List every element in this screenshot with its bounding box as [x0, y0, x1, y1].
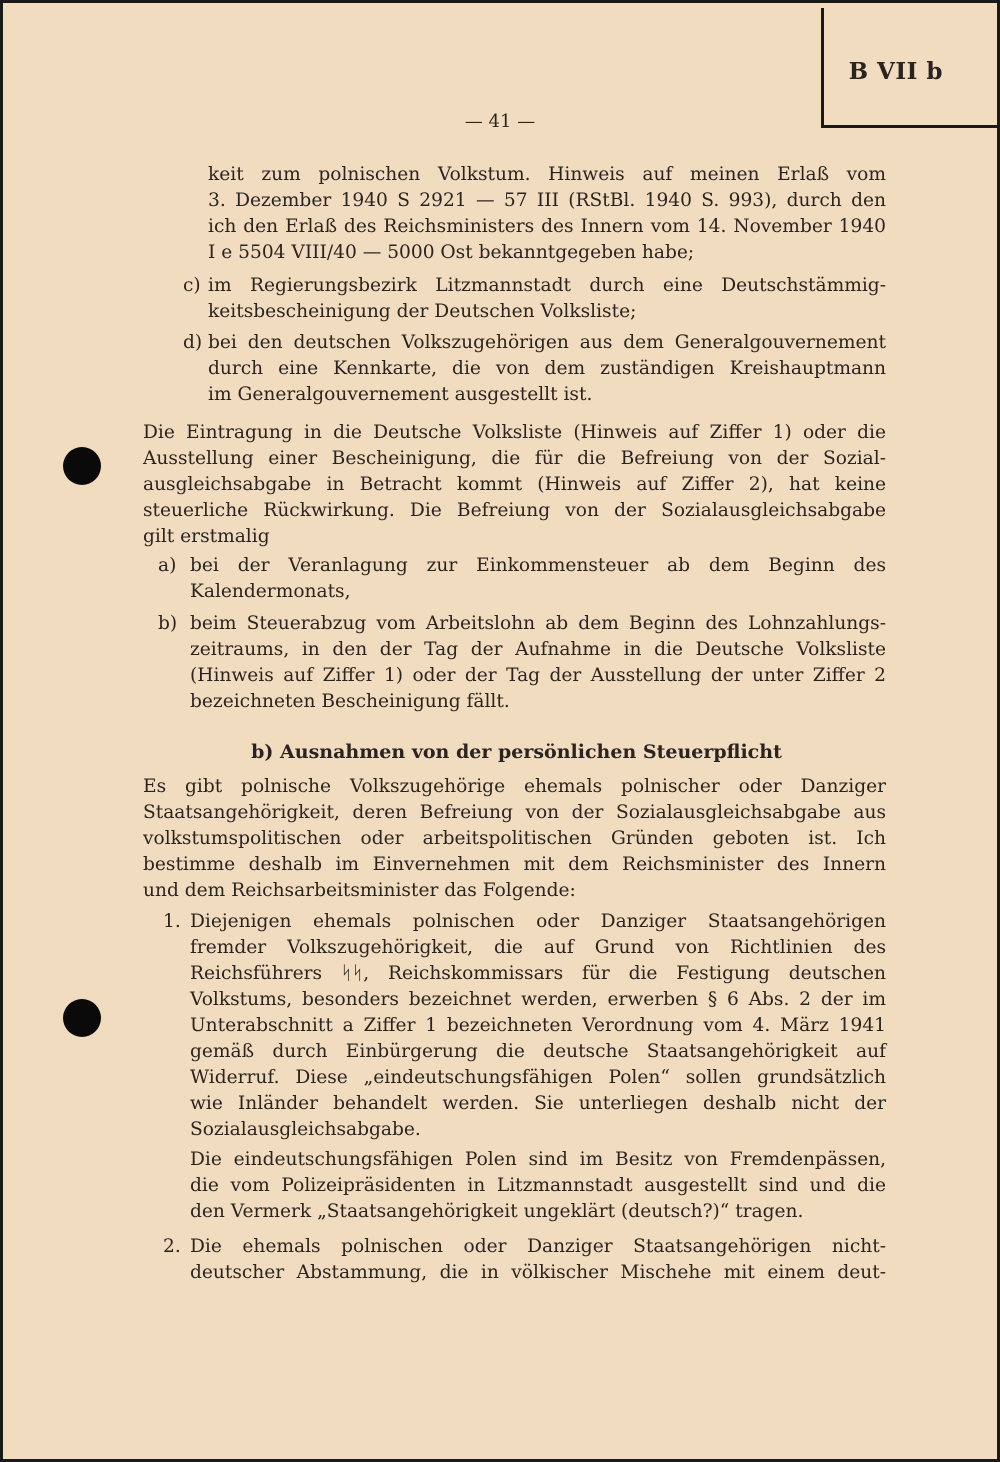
- text-line: Sozialausgleichsabgabe.: [190, 1119, 421, 1140]
- paragraph-ausnahmen: [143, 774, 886, 904]
- list-item-a: [190, 553, 886, 605]
- text-line: bestimme deshalb im Einvernehmen mit dem Reichsminister des Innern: [143, 854, 886, 875]
- text-line: keitsbescheinigung der Deutschen Volksliste;: [208, 301, 637, 322]
- text-line: fremder Volkszugehörigkeit, die auf Grund von Richtlinien des: [190, 937, 886, 958]
- punch-hole-top: [63, 447, 101, 485]
- numbered-item-2: [190, 1234, 886, 1286]
- text-line: 3. Dezember 1940 S 2921 — 57 III (RStBl. 1940 S. 993), durch den: [208, 190, 886, 211]
- list-item-label-d: d): [183, 332, 203, 353]
- text-line: Widerruf. Diese „eindeutschungsfähigen Polen“ sollen grundsätzlich: [190, 1067, 886, 1088]
- text-line: bei den deutschen Volkszugehörigen aus dem Generalgouvernement: [208, 332, 886, 353]
- text-line: Reichsführers ᛋᛋ, Reichskommissars für die Festigung deutschen: [190, 963, 886, 984]
- text-line: ausgleichsabgabe in Betracht kommt (Hinweis auf Ziffer 2), hat keine: [143, 474, 886, 495]
- numbered-item-1-continuation: [190, 1147, 886, 1225]
- text-line: gilt erstmalig: [143, 526, 270, 547]
- list-item-b: [190, 611, 886, 715]
- text-line: I e 5504 VIII/40 — 5000 Ost bekanntgegeben habe;: [208, 242, 695, 263]
- numbered-item-label-2: 2.: [163, 1236, 181, 1257]
- text-line: keit zum polnischen Volkstum. Hinweis auf meinen Erlaß vom: [208, 164, 886, 185]
- punch-hole-bottom: [63, 999, 101, 1037]
- text-line: steuerliche Rückwirkung. Die Befreiung von der Sozialausgleichsabgabe: [143, 500, 886, 521]
- text-line: wie Inländer behandelt werden. Sie unterliegen deshalb nicht der: [190, 1093, 886, 1114]
- text-line: beim Steuerabzug vom Arbeitslohn ab dem Beginn des Lohnzahlungs-: [190, 613, 886, 634]
- list-item-label-a: a): [158, 555, 177, 576]
- text-line: (Hinweis auf Ziffer 1) oder der Tag der Ausstellung der unter Ziffer 2: [190, 665, 886, 686]
- text-line: Die eindeutschungsfähigen Polen sind im Besitz von Fremdenpässen,: [190, 1149, 886, 1170]
- text-line: Es gibt polnische Volkszugehörige ehemals polnischer oder Danziger: [143, 776, 886, 797]
- text-line: zeitraums, in den der Tag der Aufnahme in die Deutsche Volksliste: [190, 639, 886, 660]
- text-line: Volkstums, besonders bezeichnet werden, erwerben § 6 Abs. 2 der im: [190, 989, 886, 1010]
- list-item-label-b: b): [158, 613, 178, 634]
- text-line: Die Eintragung in die Deutsche Volksliste (Hinweis auf Ziffer 1) oder die: [143, 422, 886, 443]
- classification-box: [821, 8, 1000, 128]
- paragraph-eintragung: [143, 420, 886, 550]
- numbered-item-label-1: 1.: [163, 911, 181, 932]
- text-line: die vom Polizeipräsidenten in Litzmannstadt ausgestellt sind und die: [190, 1175, 886, 1196]
- page-number: — 41 —: [464, 111, 536, 132]
- text-line: Unterabschnitt a Ziffer 1 bezeichneten Verordnung vom 4. März 1941: [190, 1015, 886, 1036]
- text-line: Kalendermonats,: [190, 581, 351, 602]
- text-line: im Regierungsbezirk Litzmannstadt durch eine Deutschstämmig-: [208, 275, 886, 296]
- text-line: ich den Erlaß des Reichsministers des Innern vom 14. November 1940: [208, 216, 886, 237]
- text-line: Die ehemals polnischen oder Danziger Staatsangehörigen nicht-: [190, 1236, 886, 1257]
- text-line: den Vermerk „Staatsangehörigkeit ungeklärt (deutsch?)“ tragen.: [190, 1201, 804, 1222]
- classification-label: B VII b: [848, 58, 943, 85]
- text-line: im Generalgouvernement ausgestellt ist.: [208, 384, 593, 405]
- list-item-d: [208, 330, 886, 408]
- text-line: gemäß durch Einbürgerung die deutsche Staatsangehörigkeit auf: [190, 1041, 886, 1062]
- text-line: bezeichneten Bescheinigung fällt.: [190, 691, 510, 712]
- text-line: bei der Veranlagung zur Einkommensteuer ab dem Beginn des: [190, 555, 886, 576]
- text-line: Staatsangehörigkeit, deren Befreiung von der Sozialausgleichsabgabe aus: [143, 802, 886, 823]
- text-line: Diejenigen ehemals polnischen oder Danziger Staatsangehörigen: [190, 911, 886, 932]
- numbered-item-1: [190, 909, 886, 1143]
- list-item-label-c: c): [183, 275, 201, 296]
- text-line: volkstumspolitischen oder arbeitspolitischen Gründen geboten ist. Ich: [143, 828, 886, 849]
- section-heading: b) Ausnahmen von der persönlichen Steuerpflicht: [251, 741, 782, 763]
- text-line: durch eine Kennkarte, die von dem zuständigen Kreishauptmann: [208, 358, 886, 379]
- list-item-c: [208, 273, 886, 325]
- text-line: deutscher Abstammung, die in völkischer Mischehe mit einem deut-: [190, 1262, 886, 1283]
- text-line: und dem Reichsarbeitsminister das Folgende:: [143, 880, 576, 901]
- text-line: Ausstellung einer Bescheinigung, die für die Befreiung von der Sozial-: [143, 448, 886, 469]
- paragraph-continuation: [208, 162, 886, 266]
